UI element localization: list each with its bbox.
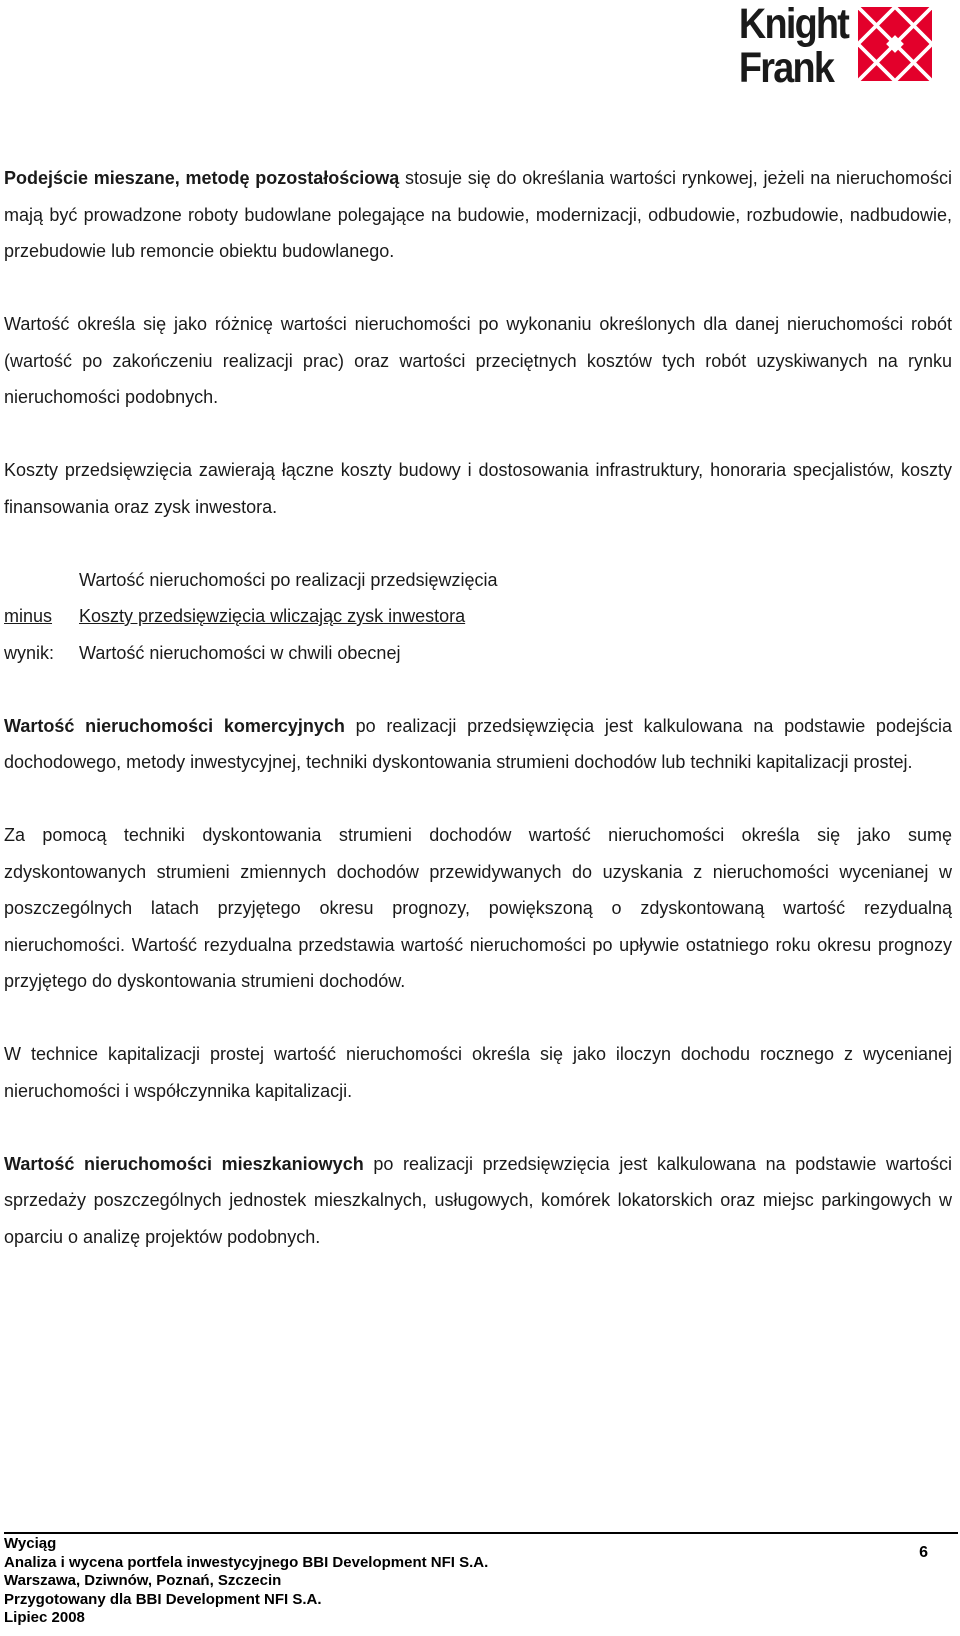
- footer: [4, 1535, 488, 1628]
- footer-line: Warszawa, Dziwnów, Poznań, Szczecin: [4, 1572, 282, 1589]
- paragraph-simple-capitalisation: W technice kapitalizacji prostej wartość nieruchomości określa się jako iloczyn dochodu rocznego z wycenianej nieruchomości i współczynnika kapitalizacji.: [4, 1044, 952, 1101]
- logo-wordmark: [739, 2, 848, 90]
- footer-line: Analiza i wycena portfela inwestycyjnego BBI Development NFI S.A.: [4, 1553, 489, 1571]
- logo-cross-icon: [858, 6, 932, 82]
- paragraph-text: stosuje się do określania wartości rynkowej, jeżeli na nieruchomości mają być prowadzone roboty budowlane polegające na budowie, modernizacji, odbudowie, rozbudowie, nadbudowie, przebudowie lub remoncie obiektu budowlanego.: [4, 168, 952, 261]
- paragraph-residential-value: [4, 1146, 952, 1256]
- calculation-row: [4, 635, 952, 672]
- document-body: [4, 160, 952, 1292]
- knight-frank-logo: [724, 2, 932, 90]
- paragraph-text: po realizacji przedsięwzięcia jest kalkulowana na podstawie wartości sprzedaży poszczególnych jednostek mieszkalnych, usługowych, komórek lokatorskich oraz miejsc parkingowych w oparciu o analizę projektów podobnych.: [4, 1153, 952, 1247]
- calculation-prefix: minus: [4, 606, 53, 626]
- paragraph-text: po realizacji przedsięwzięcia jest kalkulowana na podstawie podejścia dochodowego, metody inwestycyjnej, techniki dyskontowania strumieni dochodów lub techniki kapitalizacji prostej.: [4, 715, 952, 772]
- logo-line-1: Knight: [738, 0, 848, 48]
- paragraph-bold-lead: Wartość nieruchomości komercyjnych: [4, 715, 345, 736]
- calculation-text: Koszty przedsięwzięcia wliczając zysk inwestora: [79, 606, 466, 626]
- page-number: 6: [919, 1544, 928, 1561]
- paragraph-commercial-value: [4, 708, 952, 781]
- calculation-text: Wartość nieruchomości po realizacji przedsięwzięcia: [79, 569, 498, 590]
- valuation-calculation: [4, 562, 952, 672]
- footer-line: Lipiec 2008: [4, 1609, 85, 1626]
- footer-line: Wyciąg: [4, 1535, 57, 1552]
- footer-divider: [4, 1532, 958, 1534]
- paragraph-dcf-technique: Za pomocą techniki dyskontowania strumieni dochodów wartość nieruchomości określa się jako sumę zdyskontowanych strumieni zmiennych dochodów przewidywanych do uzyskania z nieruchomości wycenianej w poszczególnych latach przyjętego okresu prognozy, powiększoną o zdyskontowaną wartość rezydualną nieruchomości. Wartość rezydualna przedstawia wartość nieruchomości po upływie ostatniego roku okresu prognozy przyjętego do dyskontowania strumieni dochodów.: [4, 825, 952, 991]
- paragraph-value-definition: Wartość określa się jako różnicę wartości nieruchomości po wykonaniu określonych dla danej nieruchomości robót (wartość po zakończeniu realizacji prac) oraz wartości przeciętnych kosztów tych robót uzyskiwanych na rynku nieruchomości podobnych.: [4, 314, 952, 407]
- calculation-text: Wartość nieruchomości w chwili obecnej: [79, 642, 401, 663]
- logo-line-2: Frank: [738, 44, 834, 92]
- paragraph-project-costs: Koszty przedsięwzięcia zawierają łączne koszty budowy i dostosowania infrastruktury, honoraria specjalistów, koszty finansowania oraz zysk inwestora.: [4, 460, 952, 517]
- calculation-row: [4, 598, 952, 635]
- calculation-prefix: wynik:: [4, 642, 55, 663]
- paragraph-bold-lead: Podejście mieszane, metodę pozostałościową: [4, 168, 400, 188]
- calculation-row: [4, 562, 952, 599]
- paragraph-bold-lead: Wartość nieruchomości mieszkaniowych: [4, 1153, 364, 1174]
- paragraph-mixed-approach: [4, 160, 952, 270]
- footer-line: Przygotowany dla BBI Development NFI S.A.: [4, 1590, 322, 1608]
